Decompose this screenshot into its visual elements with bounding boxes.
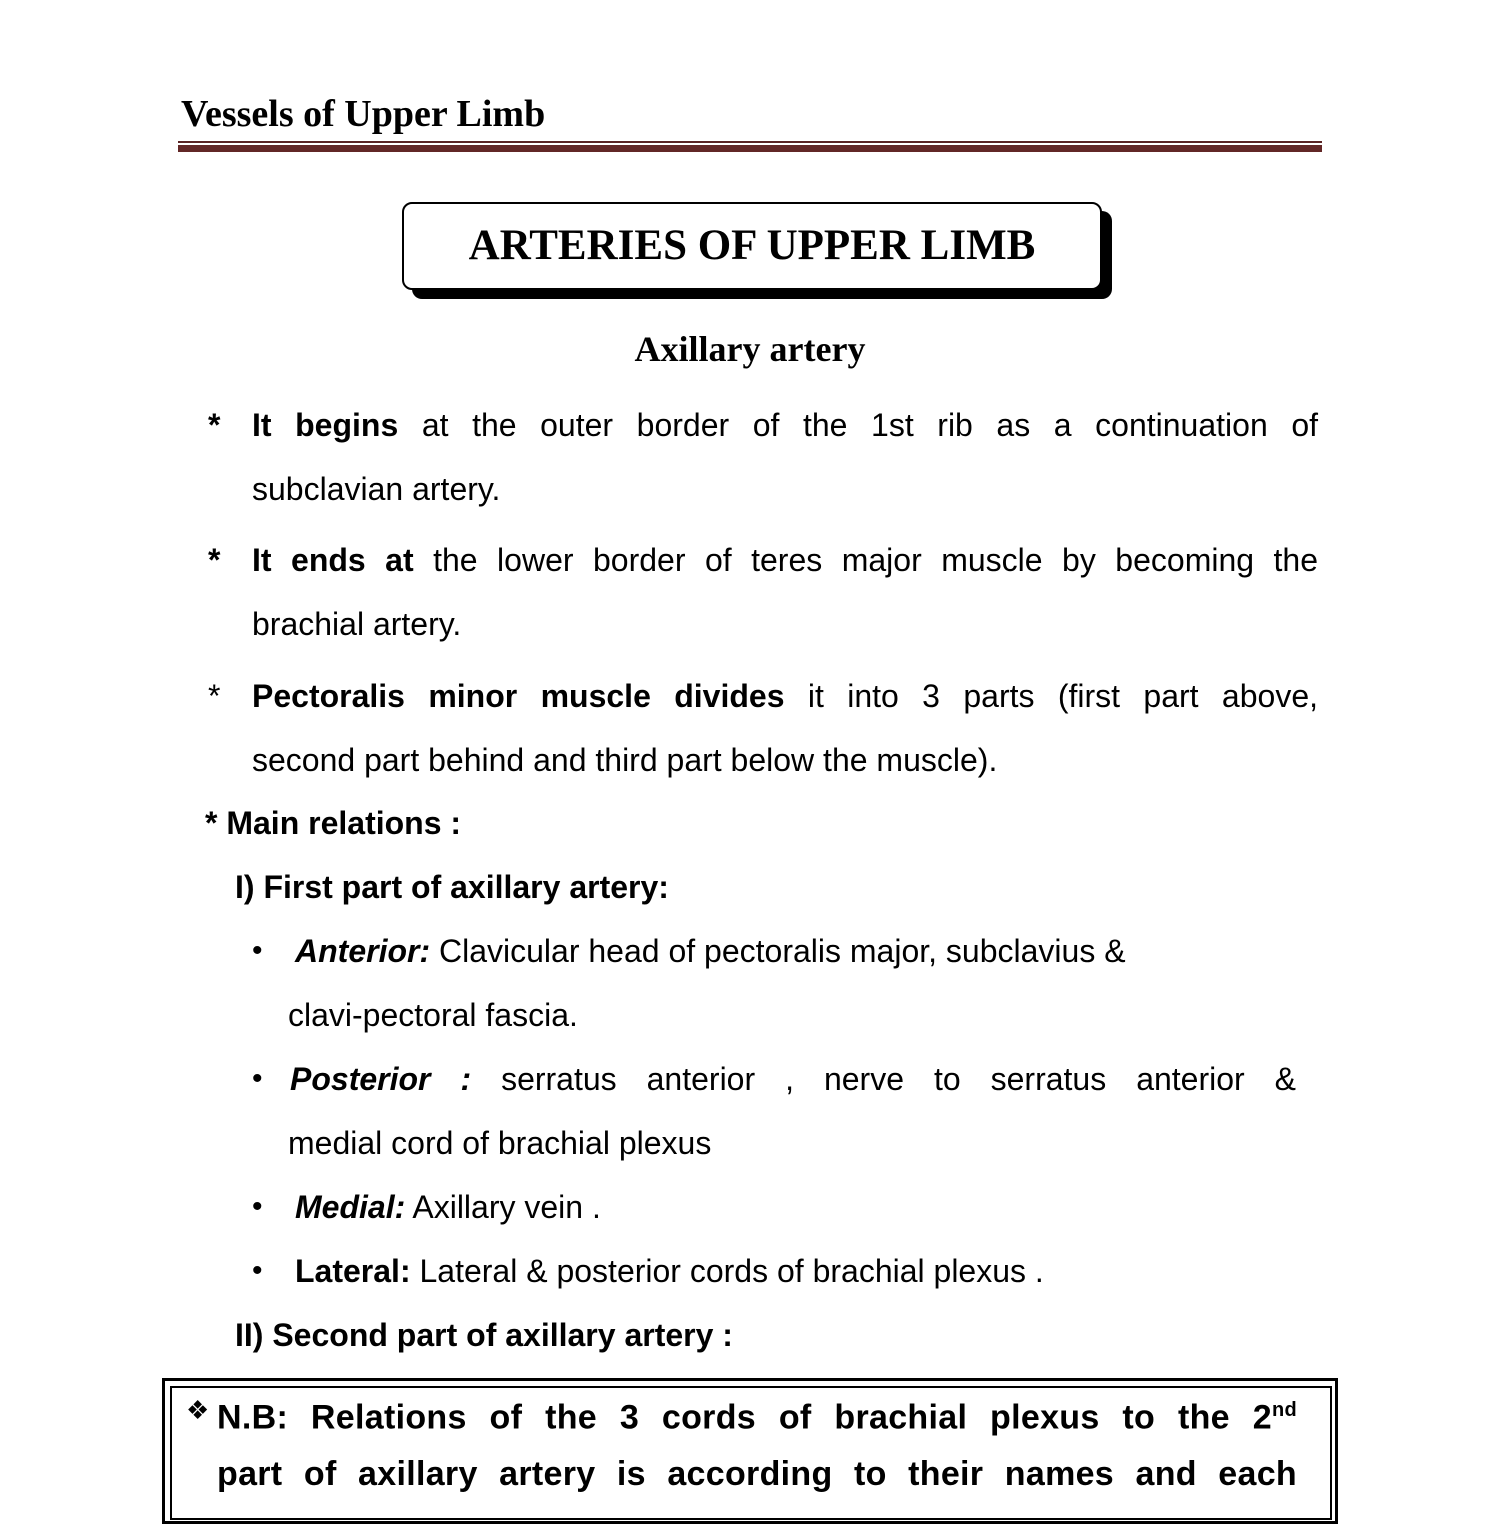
point-line: second part behind and third part below the muscle).: [252, 742, 998, 778]
point-bold: Pectoralis minor muscle divides: [252, 678, 785, 714]
point-line: [252, 676, 1318, 716]
second-part-heading: II) Second part of axillary artery :: [235, 1317, 733, 1353]
main-relations-heading: * Main relations :: [205, 805, 462, 841]
header-rule-thin: [178, 141, 1322, 143]
header-rule-thick: [178, 145, 1322, 152]
bullet-dot-icon: •: [252, 934, 263, 967]
relation-item: [295, 1251, 1044, 1291]
section-subtitle: Axillary artery: [634, 329, 866, 369]
point-line: [252, 540, 1318, 580]
relation-label: Medial:: [295, 1189, 406, 1225]
first-part-heading: I) First part of axillary artery:: [235, 869, 669, 905]
point-bold: It ends at: [252, 542, 414, 578]
bullet-dot-icon: •: [252, 1062, 263, 1095]
relation-item: [295, 1187, 601, 1227]
relation-text: serratus anterior , nerve to serratus anterior &: [471, 1061, 1297, 1097]
point-text: it into 3 parts (first part above,: [784, 678, 1319, 714]
bullet-dot-icon: •: [252, 1190, 263, 1223]
bullet-dot-icon: •: [252, 1254, 263, 1287]
relation-text: clavi-pectoral fascia.: [288, 997, 578, 1033]
title-box: ARTERIES OF UPPER LIMB: [402, 202, 1102, 290]
relation-label: Anterior:: [295, 933, 431, 969]
relation-label: Lateral:: [295, 1253, 411, 1289]
bullet-star: *: [208, 407, 221, 443]
relation-item: [295, 931, 1126, 971]
note-line: [217, 1390, 1297, 1437]
bullet-star: *: [208, 542, 221, 578]
point-text: the lower border of teres major muscle by becoming the: [413, 542, 1318, 578]
point-bold: It begins: [252, 407, 399, 443]
note-line: part of axillary artery is according to their names and each: [217, 1455, 1297, 1493]
header-title: Vessels of Upper Limb: [181, 93, 546, 135]
note-text: N.B: Relations of the 3 cords of brachial plexus to the 2: [217, 1398, 1272, 1437]
relation-text: Lateral & posterior cords of brachial plexus .: [410, 1253, 1044, 1289]
relation-text: medial cord of brachial plexus: [288, 1125, 712, 1161]
relation-text: Axillary vein .: [405, 1189, 601, 1225]
point-text: at the outer border of the 1st rib as a continuation of: [398, 407, 1319, 443]
point-line: brachial artery.: [252, 606, 462, 642]
relation-text: Clavicular head of pectoralis major, subclavius &: [430, 933, 1126, 969]
point-line: [252, 405, 1318, 445]
relation-item: [290, 1059, 1296, 1099]
note-sup: nd: [1271, 1399, 1297, 1421]
relation-label: Posterior :: [290, 1061, 472, 1097]
bullet-star: *: [208, 678, 221, 714]
point-line: subclavian artery.: [252, 471, 501, 507]
diamond-bullet-icon: ❖: [186, 1395, 210, 1425]
